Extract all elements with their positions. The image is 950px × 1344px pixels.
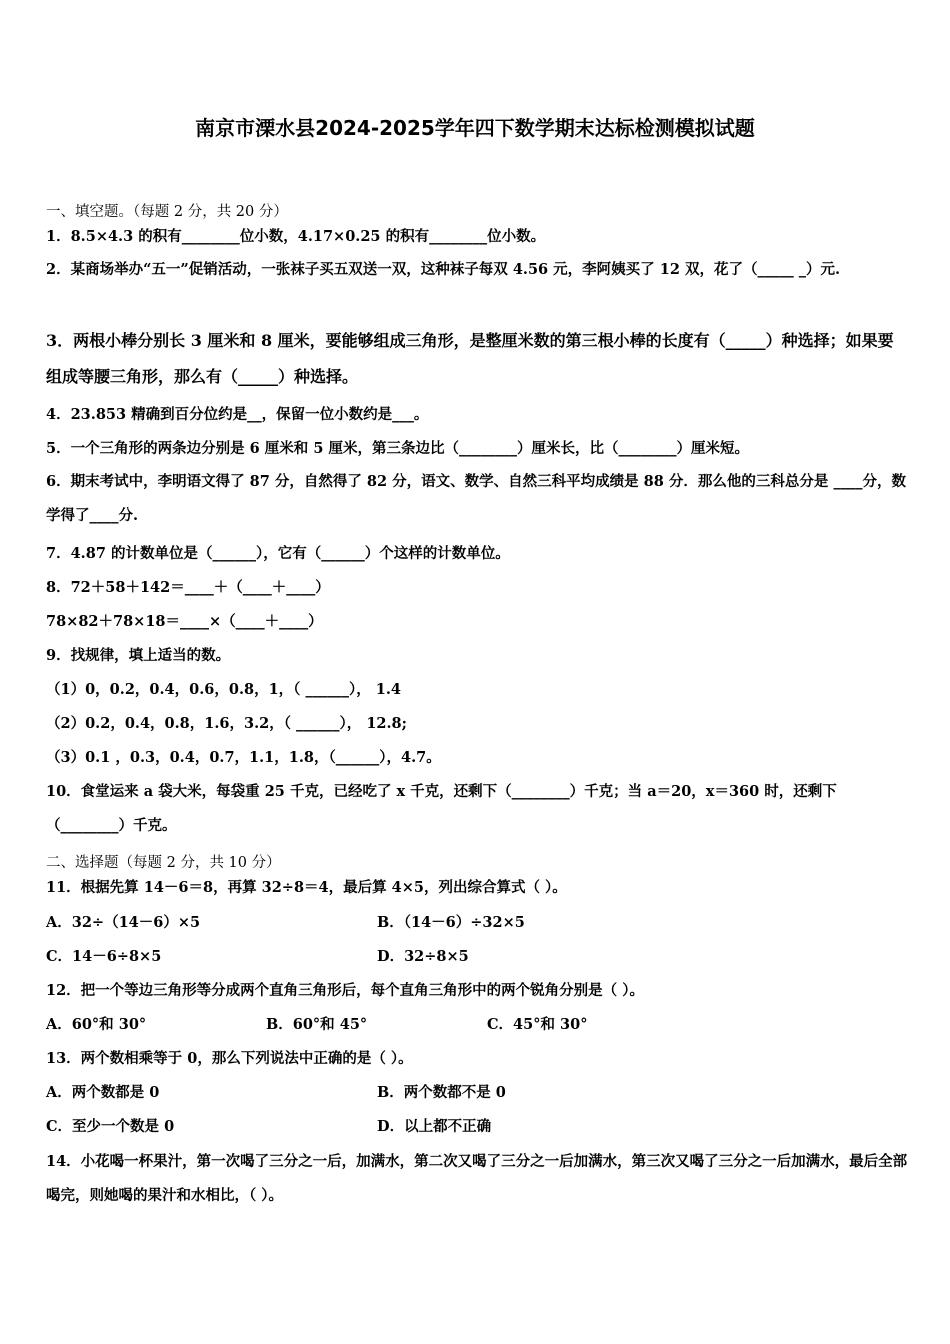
q12-option-b: B．60°和 45° [266,1016,368,1033]
q13-option-a: A．两个数都是 0 [46,1084,160,1101]
question-5: 5．一个三角形的两条边分别是 6 厘米和 5 厘米，第三条边比（________）厘米长，比（________）厘米短。 [46,440,749,457]
q13-option-d: D．以上都不正确 [377,1118,492,1135]
question-1: 1．8.5×4.3 的积有________位小数，4.17×0.25 的积有________位小数。 [46,228,546,245]
q12-option-c: C．45°和 30° [487,1016,588,1033]
question-10: 10．食堂运来 a 袋大米，每袋重 25 千克，已经吃了 x 千克，还剩下（________）千克；当 a＝20，x＝360 时，还剩下（________）千克。 [46,783,837,834]
section2-heading: 二、选择题（每题 2 分，共 10 分） [46,855,281,871]
q13-option-b: B．两个数都不是 0 [377,1084,506,1101]
question-8b: 78×82＋78×18＝____×（____＋____） [46,613,323,630]
question-9-part2: （2）0.2，0.4，0.8，1.6，3.2，（ ______）， 12.8; [46,715,407,732]
q11-option-c: C．14－6÷8×5 [46,948,162,965]
question-9: 9．找规律，填上适当的数。 [46,647,231,664]
question-12: 12．把一个等边三角形等分成两个直角三角形后，每个直角三角形中的两个锐角分别是（ ）。 [46,982,644,999]
q12-option-a: A．60°和 30° [46,1016,147,1033]
question-4: 4．23.853 精确到百分位约是__，保留一位小数约是___。 [46,406,429,423]
q11-option-d: D．32÷8×5 [377,948,469,965]
question-9-part1: （1）0，0.2，0.4，0.6，0.8，1，（ ______）， 1.4 [46,681,401,698]
q11-option-a: A．32÷（14－6）×5 [46,914,201,931]
question-2: 2．某商场举办“五一”促销活动，一张袜子买五双送一双，这种袜子每双 4.56 元，李阿姨买了 12 双，花了（_____ _）元. [46,261,841,278]
question-13: 13．两个数相乘等于 0，那么下列说法中正确的是（ ）。 [46,1050,413,1067]
question-9-part3: （3）0.1 ，0.3，0.4，0.7，1.1，1.8，（______），4.7。 [46,749,441,766]
question-3: 3．两根小棒分别长 3 厘米和 8 厘米，要能够组成三角形，是整厘米数的第三根小棒的长度有（_____）种选择；如果要组成等腰三角形，那么有（_____）种选择。 [46,331,894,386]
question-11: 11．根据先算 14－6＝8，再算 32÷8＝4，最后算 4×5，列出综合算式（ ）。 [46,879,567,896]
question-7: 7．4.87 的计数单位是（______），它有（______）个这样的计数单位。 [46,545,510,562]
section1-heading: 一、填空题。（每题 2 分，共 20 分） [46,204,288,220]
q11-option-b: B．（14－6）÷32×5 [377,914,525,931]
question-6: 6．期末考试中，李明语文得了 87 分，自然得了 82 分，语文、数学、自然三科平均成绩是 88 分．那么他的三科总分是 ____分，数学得了____分. [46,473,906,524]
page-title: 南京市溧水县2024-2025学年四下数学期末达标检测模拟试题 [195,116,755,140]
q13-option-c: C．至少一个数是 0 [46,1118,175,1135]
question-8a: 8．72＋58＋142＝____＋（____＋____） [46,579,330,596]
question-14: 14．小花喝一杯果汁，第一次喝了三分之一后，加满水，第二次又喝了三分之一后加满水，第三次又喝了三分之一后加满水，最后全部喝完，则她喝的果汁和水相比，（ ）。 [46,1153,908,1204]
